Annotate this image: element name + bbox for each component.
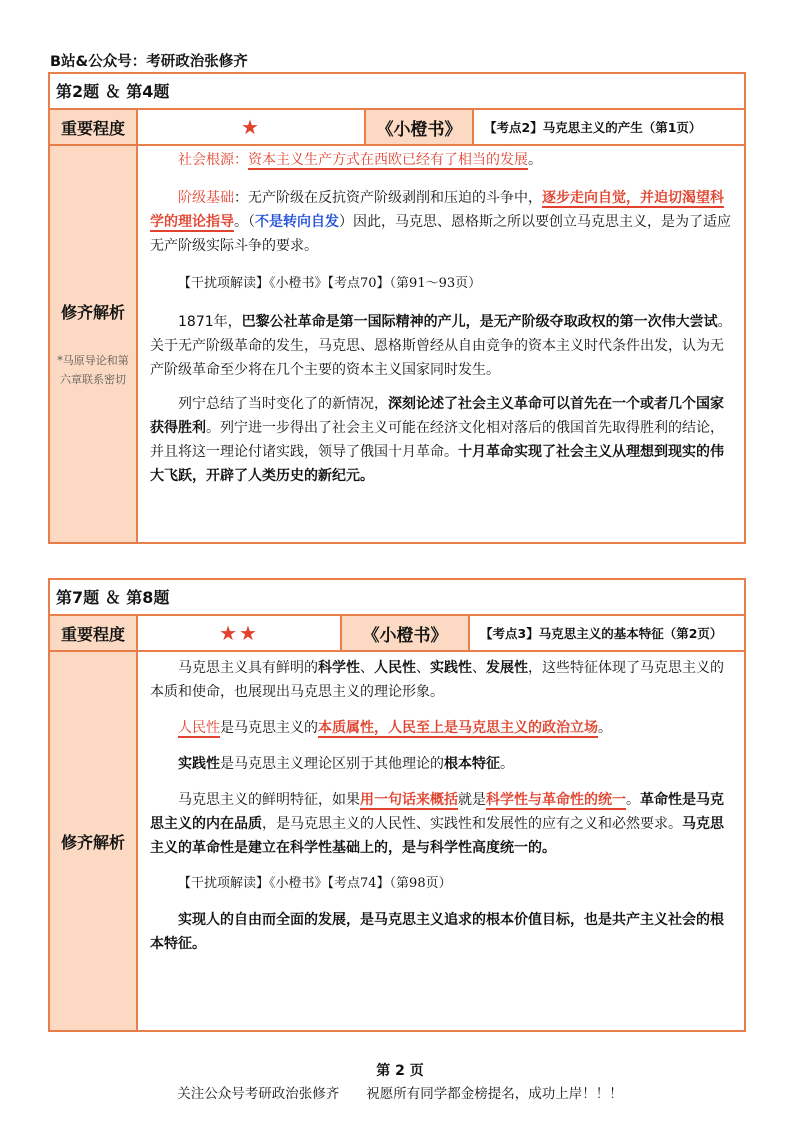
analysis-content: [138, 146, 744, 542]
analysis-content: [138, 652, 744, 1030]
question-block-2: [48, 578, 746, 1032]
paragraph: 实现人的自由而全面的发展，是马克思主义追求的根本价值目标，也是共产主义社会的根本特征。: [150, 912, 724, 952]
distractor-reference: 【干扰项解读】《小橙书》【考点74】（第98页）: [178, 876, 452, 891]
paragraph: 阶级基础：无产阶级在反抗资产阶级剥削和压迫的斗争中，逐步走向自觉，并迫切渴望科学的理论指导。（不是转向自发）因此，马克思、恩格斯之所以要创立马克思主义，是为了适应无产阶级实际斗争的要求。: [150, 190, 731, 254]
star-rating: ★: [138, 110, 366, 144]
paragraph: 1871年，巴黎公社革命是第一国际精神的产儿，是无产阶级夺取政权的第一次伟大尝试。关于无产阶级革命的发生，马克思、恩格斯曾经从自由竞争的资本主义时代条件出发，认为无产阶级革命至少将在几个主要的资本主义国家同时发生。: [150, 314, 732, 378]
analysis-section: [50, 652, 744, 1030]
star-rating: ★★: [138, 616, 342, 650]
paragraph: 马克思主义的鲜明特征，如果用一句话来概括就是科学性与革命性的统一。革命性是马克思主义的内在品质，是马克思主义的人民性、实践性和发展性的应有之义和必然要求。马克思主义的革命性是建立在科学性基础上的，是与科学性高度统一的。: [150, 792, 724, 856]
analysis-label: 修齐解析: [60, 302, 125, 322]
importance-row: [50, 110, 744, 146]
paragraph: 马克思主义具有鲜明的科学性、人民性、实践性、发展性，这些特征体现了马克思主义的本质和使命，也展现出马克思主义的理论形象。: [150, 660, 724, 700]
topic-reference: 【考点2】马克思主义的产生（第1页）: [484, 120, 702, 135]
analysis-sidebar: [50, 146, 138, 542]
paragraph: 列宁总结了当时变化了的新情况，深刻论述了社会主义革命可以首先在一个或者几个国家获得胜利。列宁进一步得出了社会主义可能在经济文化相对落后的俄国首先取得胜利的结论，并且将这一理论付诸实践，领导了俄国十月革命。十月革命实现了社会主义从理想到现实的伟大飞跃，开辟了人类历史的新纪元。: [150, 396, 724, 484]
importance-row: [50, 616, 744, 652]
footer-text: 关注公众号考研政治张修齐 祝愿所有同学都金榜提名，成功上岸！！！: [177, 1086, 623, 1102]
analysis-sidebar: [50, 652, 138, 1030]
side-note: *马原导论和第六章联系密切: [57, 353, 129, 386]
page-header: B站&公众号：考研政治张修齐: [50, 54, 248, 70]
analysis-label: 修齐解析: [60, 832, 125, 852]
paragraph: 人民性是马克思主义的本质属性，人民至上是马克思主义的政治立场。: [178, 720, 612, 736]
paragraph: 社会根源：资本主义生产方式在西欧已经有了相当的发展。: [178, 152, 542, 168]
question-block-1: [48, 72, 746, 544]
analysis-section: [50, 146, 744, 542]
paragraph: 实践性是马克思主义理论区别于其他理论的根本特征。: [178, 756, 514, 772]
page-number: 第 2 页: [376, 1063, 424, 1079]
block-title: 第7题 ＆ 第8题: [50, 580, 744, 616]
book-title: 《小橙书》: [342, 616, 470, 650]
book-title: 《小橙书》: [366, 110, 474, 144]
block-title: 第2题 ＆ 第4题: [50, 74, 744, 110]
importance-label: 重要程度: [50, 110, 138, 144]
importance-label: 重要程度: [50, 616, 138, 650]
topic-reference: 【考点3】马克思主义的基本特征（第2页）: [480, 626, 723, 641]
distractor-reference: 【干扰项解读】《小橙书》【考点70】（第91～93页）: [178, 276, 482, 291]
